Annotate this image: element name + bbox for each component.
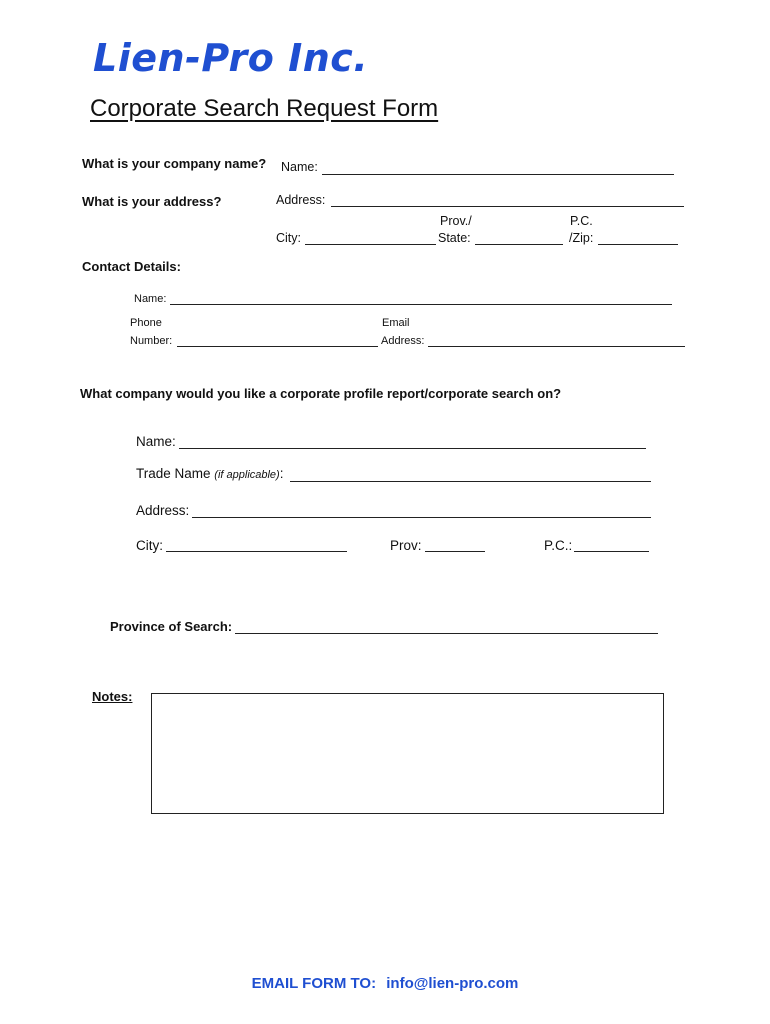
search-pc-field[interactable] [574,551,649,552]
page-title: Corporate Search Request Form [90,95,439,122]
footer-email [0,975,770,992]
trade-name-label [136,466,283,481]
address-field[interactable] [331,206,684,207]
company-name-field[interactable] [322,174,674,175]
search-address-field[interactable] [192,517,651,518]
notes-textarea[interactable] [151,693,664,814]
prov-state-field[interactable] [475,244,563,245]
pc-label-bottom: /Zip: [569,231,594,245]
notes-label: Notes: [92,689,133,704]
company-name-question: What is your company name? [82,156,267,171]
search-prov-field[interactable] [425,551,485,552]
phone-label-bottom: Number: [130,335,173,347]
contact-name-field[interactable] [170,304,672,305]
email-label-top: Email [382,317,410,329]
search-prov-label: Prov: [390,538,422,553]
city-field[interactable] [305,244,436,245]
city-label: City: [276,231,301,245]
address-question: What is your address? [82,194,222,209]
company-logo: Lien-Pro Inc. [93,36,369,80]
province-label: Province of Search: [110,619,233,634]
prov-label-top: Prov./ [440,214,472,228]
contact-heading: Contact Details: [82,259,181,274]
trade-name-text: Trade Name [136,466,211,481]
company-name-label: Name: [281,160,318,174]
search-city-field[interactable] [166,551,347,552]
email-label-bottom: Address: [381,335,425,347]
pc-label-top: P.C. [570,214,593,228]
search-city-label: City: [136,538,163,553]
search-name-field[interactable] [179,448,646,449]
trade-name-note: (if applicable) [214,469,280,481]
trade-name-colon: : [279,466,284,481]
prov-label-bottom: State: [438,231,471,245]
search-name-label: Name: [136,434,176,449]
footer-email-link[interactable]: info@lien-pro.com [386,975,519,992]
footer-prefix: EMAIL FORM TO: [251,975,377,992]
address-label: Address: [276,193,326,207]
province-field[interactable] [235,633,658,634]
email-field[interactable] [428,346,685,347]
search-address-label: Address: [136,503,190,518]
trade-name-field[interactable] [290,481,651,482]
contact-name-label: Name: [134,293,167,305]
phone-label-top: Phone [130,317,162,329]
search-pc-label: P.C.: [544,538,573,553]
pc-zip-field[interactable] [598,244,678,245]
search-question: What company would you like a corporate profile report/corporate search on? [80,386,562,401]
phone-field[interactable] [177,346,378,347]
